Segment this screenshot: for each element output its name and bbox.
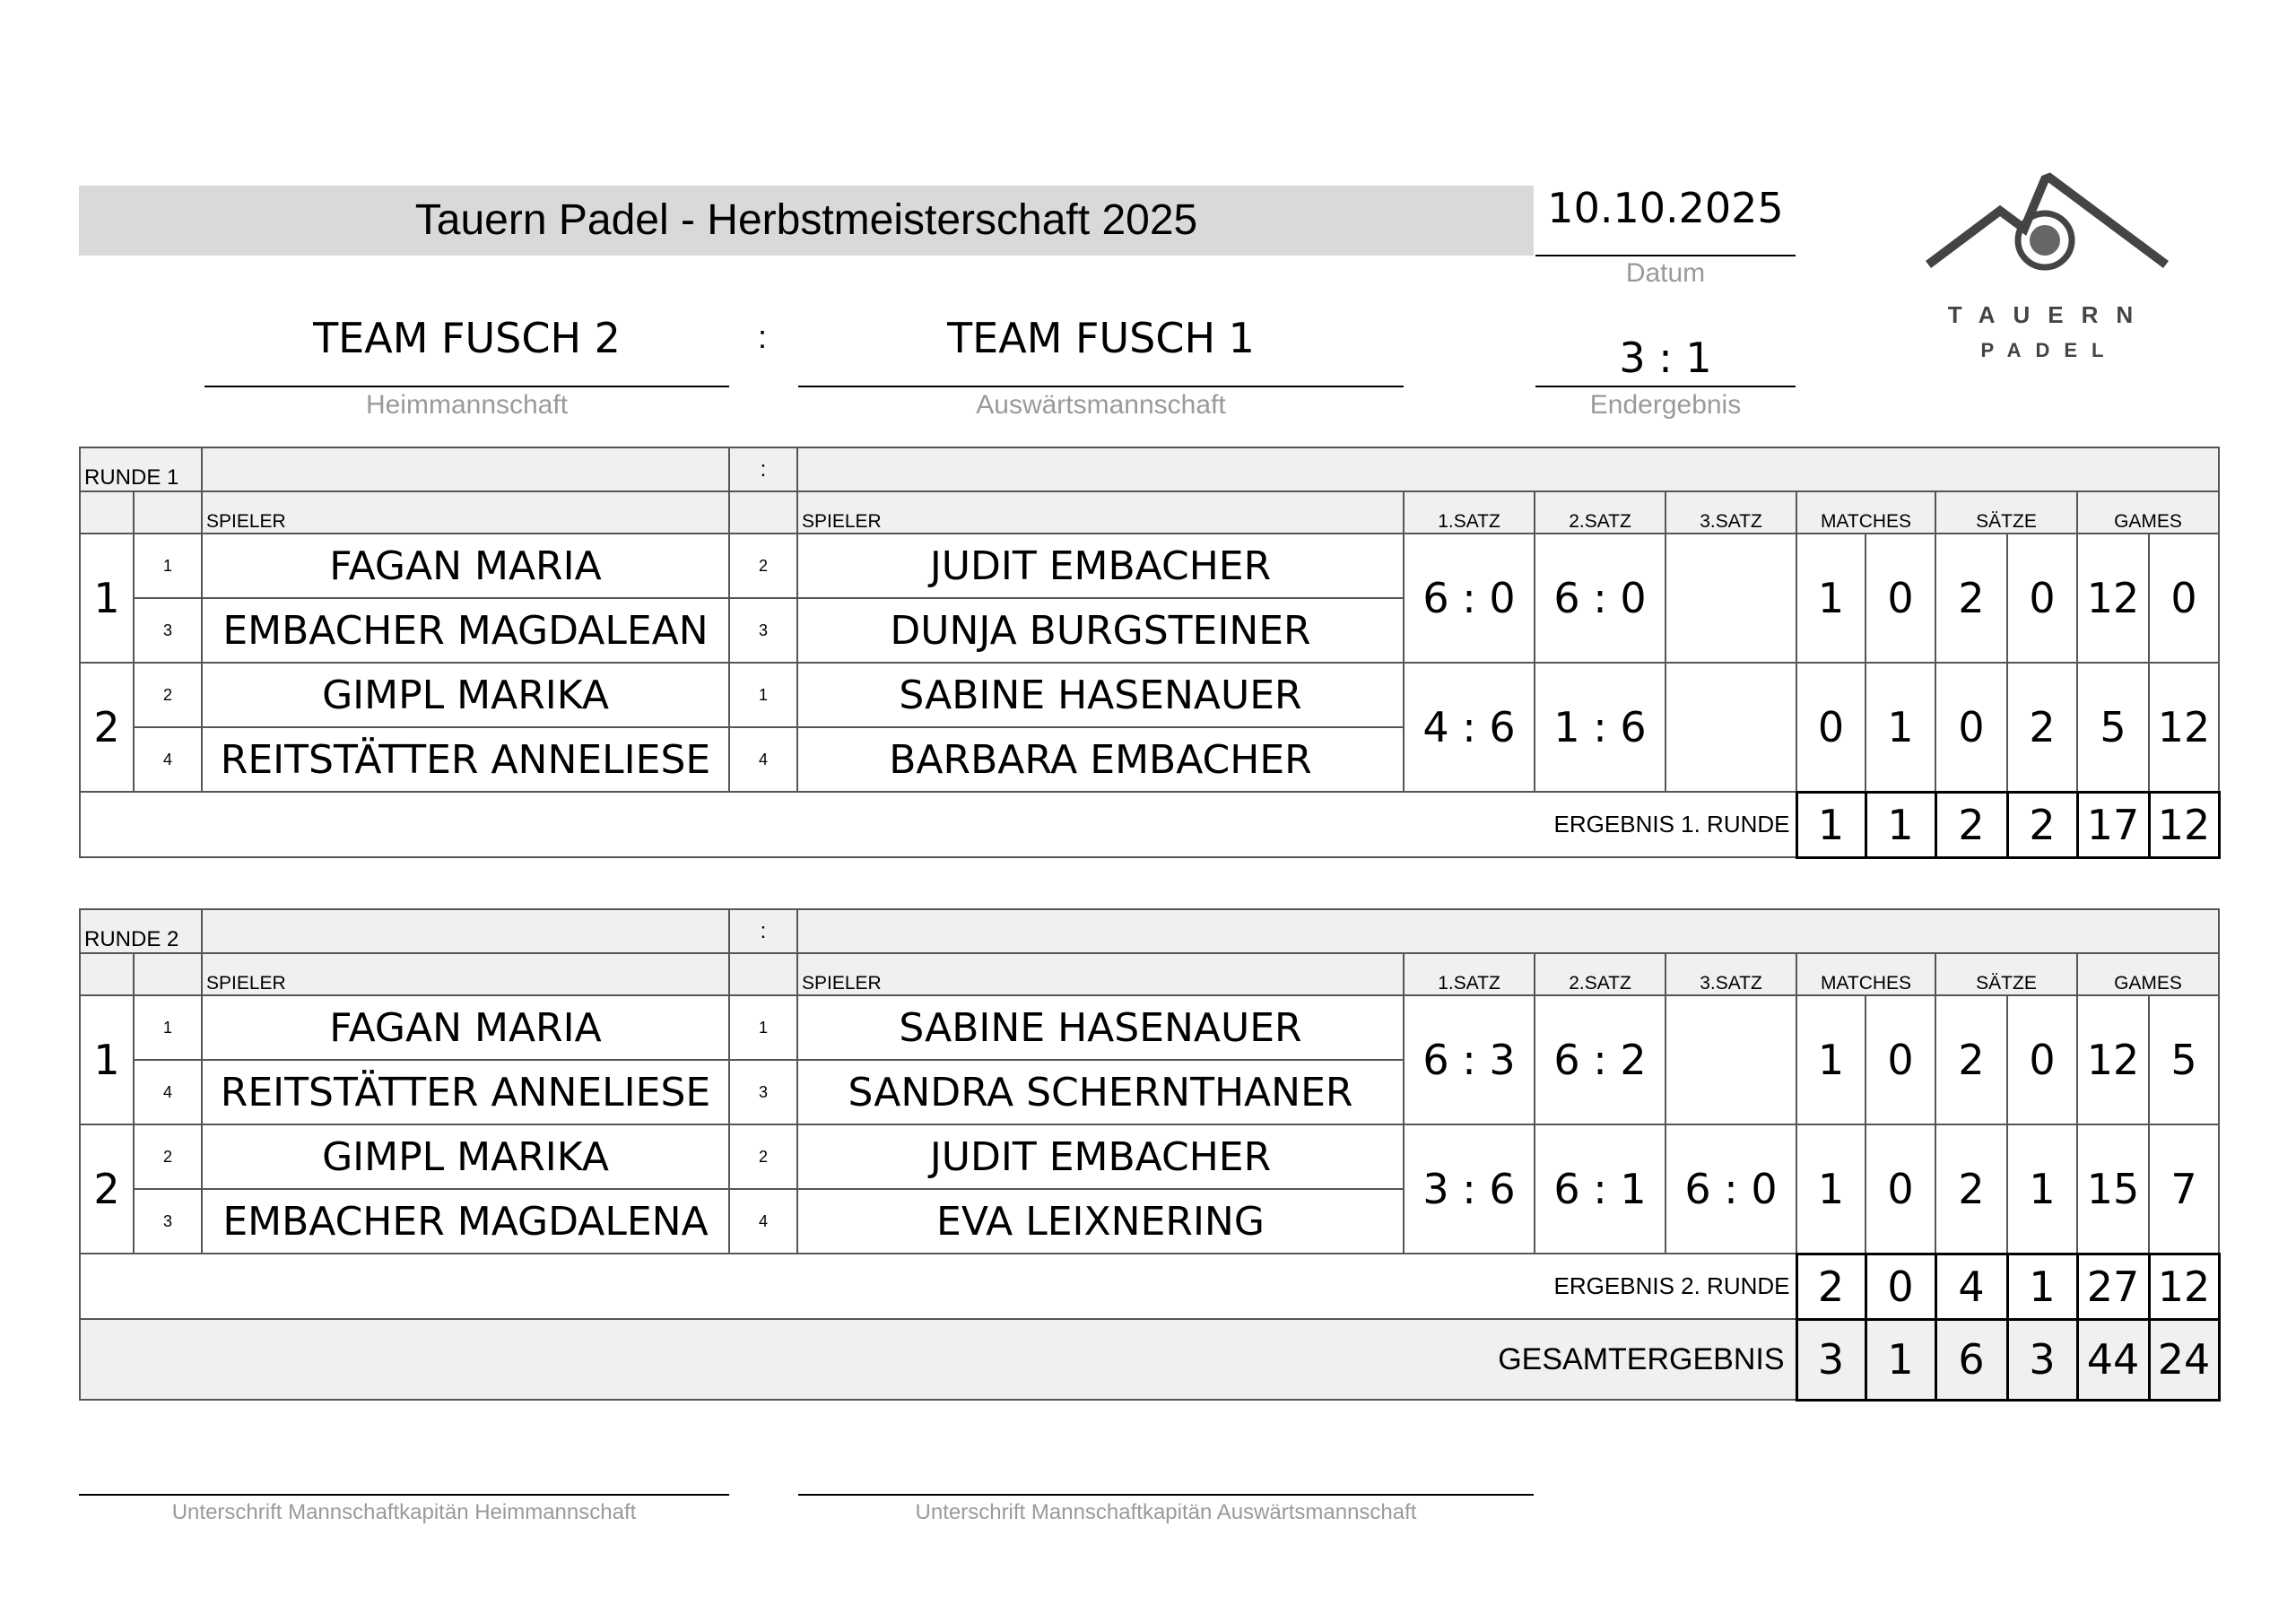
home-player: REITSTÄTTER ANNELIESE [202,1060,729,1124]
matches-lost: 0 [1866,534,1935,663]
home-player: FAGAN MARIA [202,995,729,1060]
home-player: GIMPL MARIKA [202,663,729,727]
set-2-score: 1 : 6 [1535,663,1665,792]
away-team-name: TEAM FUSCH 1 [947,314,1255,362]
set-3-score [1665,534,1796,663]
logo-line2: PADEL [1980,339,2118,361]
col-satz1: 1.SATZ [1404,491,1535,534]
away-player: JUDIT EMBACHER [797,534,1404,598]
sets-lost: 2 [2007,663,2077,792]
home-seed: 1 [134,995,202,1060]
sets-won: 0 [1935,663,2007,792]
home-seed: 4 [134,727,202,792]
home-seed: 1 [134,534,202,598]
games-won: 12 [2077,534,2149,663]
result-matches-won: 2 [1796,1254,1866,1319]
result-sets-lost: 1 [2007,1254,2077,1319]
col-matches: MATCHES [1796,491,1935,534]
total-games-lost: 24 [2149,1319,2219,1400]
away-seed: 4 [729,1189,797,1254]
padel-racket-face-icon [2030,225,2060,256]
table-row [80,1124,2219,1189]
total-games-won: 44 [2077,1319,2149,1400]
col-spieler-away: SPIELER [797,953,1404,995]
away-seed: 3 [729,598,797,663]
home-seed: 2 [134,663,202,727]
away-seed: 1 [729,663,797,727]
result-matches-won: 1 [1796,792,1866,857]
final-result-underline [1535,386,1796,387]
col-satz2: 2.SATZ [1535,491,1665,534]
away-team-label: Auswärtsmannschaft [976,390,1226,420]
away-player: SABINE HASENAUER [797,995,1404,1060]
final-result: 3 : 1 [1619,334,1712,382]
home-team-underline [204,386,729,387]
round-colon: : [729,447,797,491]
away-signature-label: Unterschrift Mannschaftkapitän Auswärtsmannschaft [915,1500,1417,1524]
set-1-score: 6 : 3 [1404,995,1535,1124]
col-spieler-home: SPIELER [202,491,729,534]
away-player: JUDIT EMBACHER [797,1124,1404,1189]
away-seed: 3 [729,1060,797,1124]
matches-lost: 0 [1866,995,1935,1124]
home-player: REITSTÄTTER ANNELIESE [202,727,729,792]
away-seed: 1 [729,995,797,1060]
col-satz2: 2.SATZ [1535,953,1665,995]
total-matches-won: 3 [1796,1319,1866,1400]
date-underline [1535,255,1796,256]
set-2-score: 6 : 1 [1535,1124,1665,1254]
result-matches-lost: 0 [1866,1254,1935,1319]
home-seed: 2 [134,1124,202,1189]
sets-lost: 0 [2007,995,2077,1124]
away-player: SANDRA SCHERNTHANER [797,1060,1404,1124]
result-sets-won: 4 [1935,1254,2007,1319]
result-games-lost: 12 [2149,1254,2219,1319]
match-number: 2 [80,1124,134,1254]
col-spieler-away: SPIELER [797,491,1404,534]
games-won: 15 [2077,1124,2149,1254]
total-label: GESAMTERGEBNIS [80,1319,1796,1400]
result-sets-won: 2 [1935,792,2007,857]
games-won: 5 [2077,663,2149,792]
col-matches: MATCHES [1796,953,1935,995]
col-saetze: SÄTZE [1935,953,2077,995]
col-saetze: SÄTZE [1935,491,2077,534]
round-result-label: ERGEBNIS 1. RUNDE [80,792,1796,857]
logo-line1: TAUERN [1947,301,2152,328]
home-player: EMBACHER MAGDALEAN [202,598,729,663]
result-games-won: 27 [2077,1254,2149,1319]
set-3-score [1665,663,1796,792]
games-lost: 0 [2149,534,2219,663]
sets-lost: 1 [2007,1124,2077,1254]
total-sets-won: 6 [1935,1319,2007,1400]
col-spieler-home: SPIELER [202,953,729,995]
set-1-score: 6 : 0 [1404,534,1535,663]
table-row [80,534,2219,598]
away-signature-line[interactable] [798,1494,1534,1496]
sets-lost: 0 [2007,534,2077,663]
round-colon: : [729,909,797,953]
col-games: GAMES [2077,491,2219,534]
games-lost: 5 [2149,995,2219,1124]
round-2-table [79,908,2221,1402]
match-number: 1 [80,534,134,663]
table-row [80,663,2219,727]
away-player: BARBARA EMBACHER [797,727,1404,792]
away-player: SABINE HASENAUER [797,663,1404,727]
sets-won: 2 [1935,995,2007,1124]
sets-won: 2 [1935,534,2007,663]
matches-won: 1 [1796,534,1866,663]
sets-won: 2 [1935,1124,2007,1254]
round-result-row [80,792,2219,857]
match-number: 1 [80,995,134,1124]
home-team-name: TEAM FUSCH 2 [313,314,621,362]
result-matches-lost: 1 [1866,792,1935,857]
col-satz1: 1.SATZ [1404,953,1535,995]
away-team-underline [798,386,1404,387]
result-games-won: 17 [2077,792,2149,857]
round-1-table [79,447,2221,859]
away-seed: 4 [729,727,797,792]
page-title: Tauern Padel - Herbstmeisterschaft 2025 [414,196,1198,244]
games-lost: 12 [2149,663,2219,792]
set-1-score: 4 : 6 [1404,663,1535,792]
col-games: GAMES [2077,953,2219,995]
match-date: 10.10.2025 [1547,184,1784,232]
set-3-score: 6 : 0 [1665,1124,1796,1254]
away-seed: 2 [729,534,797,598]
round-result-row [80,1254,2219,1319]
matches-lost: 1 [1866,663,1935,792]
home-player: EMBACHER MAGDALENA [202,1189,729,1254]
home-team-label: Heimmannschaft [365,390,569,420]
result-sets-lost: 2 [2007,792,2077,857]
away-player: DUNJA BURGSTEINER [797,598,1404,663]
home-seed: 3 [134,1189,202,1254]
home-player: FAGAN MARIA [202,534,729,598]
date-label: Datum [1625,258,1706,288]
matches-lost: 0 [1866,1124,1935,1254]
matches-won: 1 [1796,995,1866,1124]
total-result-row [80,1319,2219,1400]
set-3-score [1665,995,1796,1124]
games-lost: 7 [2149,1124,2219,1254]
col-satz3: 3.SATZ [1665,953,1796,995]
home-seed: 4 [134,1060,202,1124]
matches-won: 0 [1796,663,1866,792]
home-signature-label: Unterschrift Mannschaftkapitän Heimmannschaft [171,1500,637,1524]
round-label: RUNDE 2 [80,909,202,953]
round-result-label: ERGEBNIS 2. RUNDE [80,1254,1796,1319]
set-2-score: 6 : 2 [1535,995,1665,1124]
home-signature-line[interactable] [79,1494,729,1496]
away-seed: 2 [729,1124,797,1189]
round-label: RUNDE 1 [80,447,202,491]
away-player: EVA LEIXNERING [797,1189,1404,1254]
matches-won: 1 [1796,1124,1866,1254]
final-result-label: Endergebnis [1589,390,1742,420]
table-row [80,995,2219,1060]
total-sets-lost: 3 [2007,1319,2077,1400]
col-satz3: 3.SATZ [1665,491,1796,534]
set-1-score: 3 : 6 [1404,1124,1535,1254]
set-2-score: 6 : 0 [1535,534,1665,663]
total-matches-lost: 1 [1866,1319,1935,1400]
home-seed: 3 [134,598,202,663]
games-won: 12 [2077,995,2149,1124]
result-games-lost: 12 [2149,792,2219,857]
home-player: GIMPL MARIKA [202,1124,729,1189]
tauern-padel-logo [1919,161,2179,368]
match-number: 2 [80,663,134,792]
teams-separator: : [757,318,767,355]
